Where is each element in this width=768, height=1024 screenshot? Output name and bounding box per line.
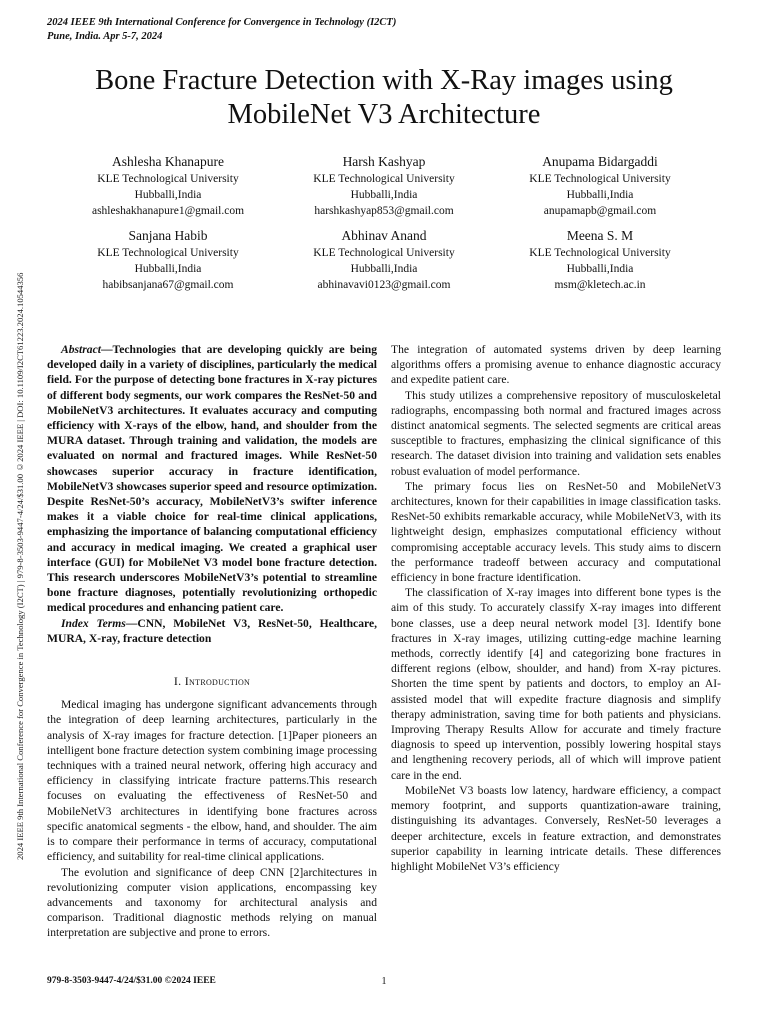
body-paragraph: The evolution and significance of deep CNN [2]architectures in revolutionizing computer vision applications, encompassing key advancements and taxonomy for architectural analysis and comparison. Traditional diagnostic methods relying on manual interpretation are subjective and prone to errors. [47,865,377,940]
author-city: Hubballi,India [350,263,418,275]
author-block [492,153,708,219]
body-paragraph: The integration of automated systems driven by deep learning algorithms offers a promising avenue to enhance diagnostic accuracy and expedite patient care. [391,343,721,387]
abstract-label: Abstract [61,343,101,356]
author-name: Abhinav Anand [341,228,427,243]
body-paragraph: This study utilizes a comprehensive repository of musculoskeletal radiographs, encompassing both normal and fractured images across distinct anatomical segments. The selected segments are critical areas susceptible to fractures, emphasizing the clinical significance of this research. The dataset division into training and validation sets enables robust evaluation of model performance. [391,388,721,478]
author-email: anupamapb@gmail.com [543,205,657,217]
author-affiliation: KLE Technological University [529,247,671,259]
author-city: Hubballi,India [350,189,418,201]
author-block [276,153,492,219]
index-terms-label: Index Terms [61,616,126,630]
abstract-text: —Technologies that are developing quickly are being developed daily in a variety of disciplines, particularly the medical field. For the purpose of detecting bone fractures in X-ray pictures of different body segments, our work compares the ResNet-50 and MobileNetV3 architectures. It evaluates accuracy and computing efficiency with X-rays of the elbow, hand, and shoulder from the MURA dataset. Through training and validation, the models are evaluated on normal and fractured images. While ResNet-50 showcases superior accuracy in fracture identification, MobileNetV3 showcases superior speed and resource optimization. Despite ResNet-50’s accuracy, MobileNetV3’s swifter inference makes it a viable choice for real-time clinical applications, emphasizing the importance of balancing computational efficiency and accuracy in medical imaging. We created a graphical user interface (GUI) for MobileNet V3 model bone fracture detection. This research underscores MobileNetV3’s potential to streamline bone fracture diagnoses, potentially revolutionizing orthopedic medical procedures and enhancing patient care. [47,343,377,615]
author-affiliation: KLE Technological University [313,173,455,185]
index-terms [47,616,377,646]
author-name: Ashlesha Khanapure [111,154,225,169]
conference-location: Pune, India. Apr 5-7, 2024 [47,31,163,42]
author-block [60,153,276,219]
author-name: Meena S. M [566,228,634,243]
paper-title: Bone Fracture Detection with X-Ray images using MobileNet V3 Architecture [95,65,673,130]
author-email: habibsanjana67@gmail.com [102,279,234,291]
author-name: Anupama Bidargaddi [542,154,658,169]
author-city: Hubballi,India [566,263,634,275]
conference-header [47,16,396,44]
body-paragraph: Medical imaging has undergone significant advancements through the integration of deep learning architectures, particularly in the analysis of X-ray images for fracture detection. [1]Paper pioneers an intelligent bone fracture detection system combining image processing techniques with a trained neural network, offering high accuracy and efficiency in classifying intricate fracture patterns.This research focuses on evaluating the effectiveness of ResNet-50 and MobileNetV3 architectures in identifying bone fractures across specific anatomical segments - the elbow, hand, and shoulder. The aim is to compare their performance in terms of accuracy, computational efficiency, and suitability for real-time clinical applications. [47,698,377,864]
author-affiliation: KLE Technological University [529,173,671,185]
author-block [492,227,708,293]
author-email: harshkashyap853@gmail.com [314,205,454,217]
body-paragraph: The classification of X-ray images into different bone types is the aim of this study. To accurately classify X-ray images into different bone classes, use a deep neural network model [3]. Identify bone fractures in X-ray images, utilizing cutting-edge machine learning methods, correctly identify [4] and categorizing bone fractures in different regions (elbow, shoulder, and hand) from X-ray pictures. Shorten the time spent by patients and doctors, to employ an AI-assisted model that will expedite fracture diagnosis and simplify therapy administration, saving time for both patients and physicians. Improving Therapy Results Allow for accurate and timely fracture diagnosis to speed up intervention, possibly lowering hospital stays and lengthening recovery periods, all of which will improve patient care in the end. [391,586,721,782]
section-heading-introduction: I. Introduction [173,674,251,689]
conference-name: 2024 IEEE 9th International Conference for Convergence in Technology (I2CT) [47,17,397,28]
author-affiliation: KLE Technological University [97,247,239,259]
author-email: abhinavavi0123@gmail.com [317,279,451,291]
author-block [276,227,492,293]
index-terms-text: —CNN, MobileNet V3, ResNet-50, Healthcare, MURA, X-ray, fracture detection [47,616,377,645]
author-city: Hubballi,India [134,189,202,201]
doi-side-text: 2024 IEEE 9th International Conference for Convergence in Technology (I2CT) | 979-8-3503-9447-4/24/$31.00 ©2024 IEEE | DOI: 10.1109/I2CT61223.2024.10544356 [15,272,25,860]
right-column [391,342,721,874]
abstract [47,342,377,616]
author-affiliation: KLE Technological University [97,173,239,185]
left-column [47,342,377,941]
page-number: 1 [381,976,387,987]
body-paragraph: MobileNet V3 boasts low latency, hardware efficiency, a compact memory footprint, and supports quantization-aware training, distinguishing its advantages. Conversely, ResNet-50 leverages a deeper architecture, excels in feature extraction, and demonstrates superior capability in learning intricate details. These differences highlight MobileNet V3’s efficiency [391,783,721,873]
author-affiliation: KLE Technological University [313,247,455,259]
author-grid [60,153,708,293]
body-paragraph: The primary focus lies on ResNet-50 and MobileNetV3 architectures, known for their capabilities in image classification tasks. ResNet-50 exhibits remarkable accuracy, while MobileNetV3, with its lightweight design, emphasizes computational efficiency without compromising acceptable accuracy levels. This study aims to discern the performance tradeoff between accuracy and computational efficiency in bone fracture identification. [391,479,721,585]
author-email: ashleshakhanapure1@gmail.com [91,205,245,217]
author-name: Harsh Kashyap [342,154,426,169]
author-city: Hubballi,India [566,189,634,201]
footer-isbn: 979-8-3503-9447-4/24/$31.00 ©2024 IEEE [47,976,216,986]
author-city: Hubballi,India [134,263,202,275]
author-email: msm@kletech.ac.in [554,279,646,291]
author-name: Sanjana Habib [128,228,208,243]
author-block [60,227,276,293]
